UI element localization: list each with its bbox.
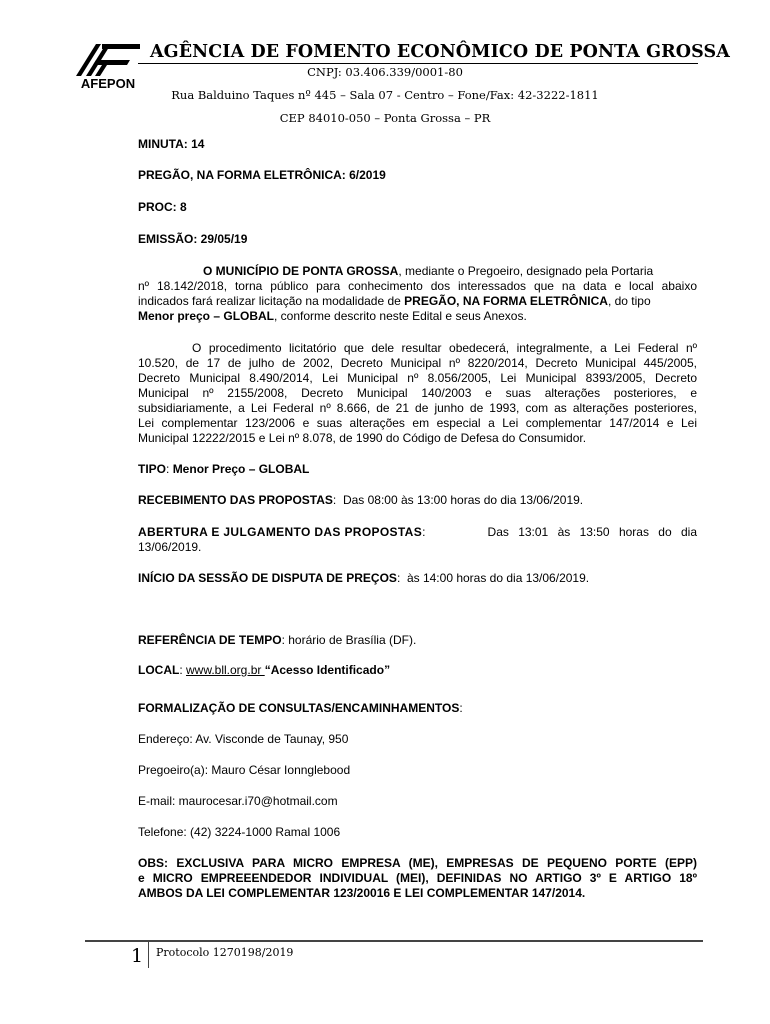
recebimento-value: Das 08:00 às 13:00 horas do dia 13/06/2019. — [342, 493, 584, 507]
abertura-line — [138, 525, 697, 540]
obs-line-1: OBS: EXCLUSIVA PARA MICRO EMPRESA (ME), EMPRESAS DE PEQUENO PORTE (EPP) — [138, 856, 697, 870]
procedure-line-7: Municipal 12222/2015 e Lei nº 8.078, de 1990 do Código de Defesa do Consumidor. — [138, 431, 587, 445]
referencia-value: horário de Brasília (DF). — [288, 633, 417, 647]
obs-line-2: e MICRO EMPREEENDEDOR INDIVIDUAL (MEI), DEFINIDAS NO ARTIGO 3º E ARTIGO 18º — [138, 871, 697, 885]
formalizacao-line: FORMALIZAÇÃO DE CONSULTAS/ENCAMINHAMENTOS: — [138, 701, 463, 715]
emissao-line: EMISSÃO: 29/05/19 — [138, 232, 248, 246]
intro-line-4-post: , conforme descrito neste Edital e seus Anexos. — [274, 309, 527, 323]
tipo-line: TIPO: Menor Preço – GLOBAL — [138, 462, 310, 476]
modalidade: PREGÃO, NA FORMA ELETRÔNICA — [404, 294, 608, 308]
intro-line-1-rest: , mediante o Pregoeiro, designado pela Portaria — [398, 264, 654, 278]
procedure-line-2: 10.520, de 17 de julho de 2002, Decreto Municipal nº 8220/2014, Decreto Municipal 445/2005, — [138, 356, 697, 370]
minuta-line: MINUTA: 14 — [138, 137, 205, 151]
header-divider — [138, 63, 698, 64]
abertura-label-wrap: ABERTURA E JULGAMENTO DAS PROPOSTAS: — [138, 525, 426, 539]
inicio-line: INÍCIO DA SESSÃO DE DISPUTA DE PREÇOS: às 14:00 horas do dia 13/06/2019. — [138, 571, 590, 585]
intro-line-2: nº 18.142/2018, torna público para conhecimento dos interessados que na data e local abaixo — [138, 279, 697, 293]
logo-text: AFEPON — [80, 76, 136, 90]
local-access: “Acesso Identificado” — [264, 663, 391, 677]
bll-link[interactable]: www.bll.org.br — [186, 663, 265, 677]
intro-line-1 — [203, 264, 653, 279]
procedure-line-5: subsidiariamente, a Lei Federal nº 8.666, de 21 de junho de 1993, com as alterações posteriores, — [138, 401, 697, 415]
inicio-label: INÍCIO DA SESSÃO DE DISPUTA DE PREÇOS — [138, 571, 397, 585]
procedure-line-1: O procedimento licitatório que dele resultar obedecerá, integralmente, a Lei Federal nº — [192, 341, 697, 355]
formalizacao-label: FORMALIZAÇÃO DE CONSULTAS/ENCAMINHAMENTOS — [138, 701, 460, 715]
pregao-line: PREGÃO, NA FORMA ELETRÔNICA: 6/2019 — [138, 168, 386, 182]
referencia-line: REFERÊNCIA DE TEMPO: horário de Brasília (DF). — [138, 633, 417, 647]
proc-line: PROC: 8 — [138, 200, 187, 214]
cnpj-line: CNPJ: 03.406.339/0001-80 — [307, 65, 463, 79]
local-label: LOCAL — [138, 663, 180, 677]
recebimento-line: RECEBIMENTO DAS PROPOSTAS: Das 08:00 às 13:00 horas do dia 13/06/2019. — [138, 493, 584, 507]
protocol-number: Protocolo 1270198/2019 — [156, 946, 294, 959]
footer-divider — [85, 940, 703, 942]
address-line: Rua Balduino Taques nº 445 – Sala 07 - Centro – Fone/Fax: 42-3222-1811 — [171, 88, 599, 102]
inicio-value: às 14:00 horas do dia 13/06/2019. — [406, 571, 590, 585]
endereco-line: Endereço: Av. Visconde de Taunay, 950 — [138, 732, 349, 746]
telefone-line: Telefone: (42) 3224-1000 Ramal 1006 — [138, 825, 341, 839]
referencia-label: REFERÊNCIA DE TEMPO — [138, 633, 282, 647]
email-line: E-mail: maurocesar.i70@hotmail.com — [138, 794, 338, 808]
intro-line-4 — [138, 309, 527, 324]
tipo-label: TIPO — [138, 462, 167, 476]
procedure-line-3: Decreto Municipal 8.490/2014, Lei Municipal nº 8.056/2005, Lei Municipal 8393/2005, Decreto — [138, 371, 697, 385]
abertura-label: ABERTURA E JULGAMENTO DAS PROPOSTAS — [138, 525, 423, 539]
local-line: LOCAL: www.bll.org.br “Acesso Identificado” — [138, 663, 391, 677]
tipo-inline: Menor preço – GLOBAL — [138, 309, 275, 323]
procedure-line-4: Municipal nº 2155/2008, Decreto Municipal 140/2003 e suas alterações posteriores, e — [138, 386, 697, 400]
obs-line-3: AMBOS DA LEI COMPLEMENTAR 123/20016 E LEI COMPLEMENTAR 147/2014. — [138, 886, 586, 900]
page-number: 1 — [131, 945, 144, 967]
pregoeiro-line: Pregoeiro(a): Mauro César Ionnglebood — [138, 763, 351, 777]
intro-line-3-post: , do tipo — [607, 294, 651, 308]
abertura-date: 13/06/2019. — [138, 540, 202, 554]
intro-line-3 — [138, 294, 651, 309]
cep-line: CEP 84010-050 – Ponta Grossa – PR — [279, 111, 491, 125]
agency-title: AGÊNCIA DE FOMENTO ECONÔMICO DE PONTA GROSSA — [150, 42, 730, 62]
footer-vertical-divider — [148, 942, 149, 968]
recebimento-label: RECEBIMENTO DAS PROPOSTAS — [138, 493, 333, 507]
procedure-line-6: Lei complementar 123/2006 e suas alterações em especial a Lei complementar 147/2014 e Lei — [138, 416, 697, 430]
intro-line-3-pre: indicados fará realizar licitação na modalidade de — [138, 294, 405, 308]
tipo-value: Menor Preço – GLOBAL — [172, 462, 310, 476]
abertura-value: Das 13:01 às 13:50 horas do dia — [487, 525, 697, 539]
municipio-name: O MUNICÍPIO DE PONTA GROSSA — [203, 264, 399, 278]
